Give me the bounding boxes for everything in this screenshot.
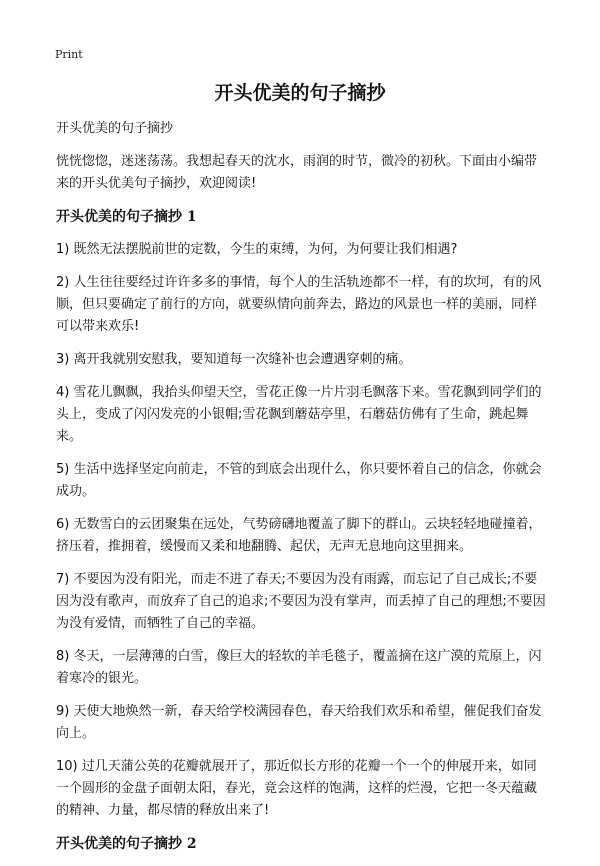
section-heading-1: 开头优美的句子摘抄 1 (56, 209, 197, 225)
document-body (56, 118, 548, 866)
section-heading-2: 开头优美的句子摘抄 2 (56, 836, 197, 852)
list-item: 9) 天使大地焕然一新，春天给学校满园春色，春天给我们欢乐和希望，催促我们奋发向上。 (56, 704, 542, 741)
list-item: 1) 既然无法摆脱前世的定数，今生的束缚，为何，为何要让我们相遇? (56, 242, 458, 257)
subtitle: 开头优美的句子摘抄 (56, 121, 174, 136)
intro-paragraph: 恍恍惚惚，迷迷荡荡。我想起春天的沈水，雨润的时节，微冷的初秋。下面由小编带来的开头优美句子摘抄，欢迎阅读! (56, 154, 538, 191)
print-label: Print (55, 48, 83, 61)
list-item: 8) 冬天，一层薄薄的白雪，像巨大的轻软的羊毛毯子，覆盖摘在这广漠的荒原上，闪着寒冷的银光。 (56, 649, 542, 686)
list-item: 4) 雪花儿飘飘，我抬头仰望天空，雪花正像一片片羽毛飘落下来。雪花飘到同学们的头上，变成了闪闪发亮的小银帽;雪花飘到蘑菇亭里，石蘑菇仿佛有了生命，跳起舞来。 (56, 385, 542, 444)
list-item: 6) 无数雪白的云团聚集在远处，气势磅礴地覆盖了脚下的群山。云块轻轻地碰撞着，挤压着，推拥着，缓慢而又柔和地翻腾、起伏，无声无息地向这里拥来。 (56, 517, 542, 554)
list-item: 2) 人生往往要经过许许多多的事情，每个人的生活轨迹都不一样，有的坎坷，有的风顺，但只要确定了前行的方向，就要纵情向前奔去，路边的风景也一样的美丽，同样可以带来欢乐! (56, 275, 542, 334)
list-item: 10) 过几天蒲公英的花瓣就展开了，那近似长方形的花瓣一个一个的伸展开来，如同一个圆形的金盘子面朝太阳，春光，竟会这样的饱满，这样的烂漫，它把一冬天蕴藏的精神、力量，都尽情的释放出来了! (56, 759, 538, 818)
list-item: 7) 不要因为没有阳光，而走不进了春天;不要因为没有雨露，而忘记了自己成长;不要因为没有歌声，而放弃了自己的追求;不要因为没有掌声，而丢掉了自己的理想;不要因为没有爱情，而牺牲了自己的幸福。 (56, 572, 546, 631)
list-item: 3) 离开我就别安慰我，要知道每一次缝补也会遭遇穿刺的痛。 (56, 352, 412, 367)
list-item: 5) 生活中选择坚定向前走，不管的到底会出现什么，你只要怀着自己的信念，你就会成功。 (56, 462, 542, 499)
page-title: 开头优美的句子摘抄 (214, 82, 386, 104)
